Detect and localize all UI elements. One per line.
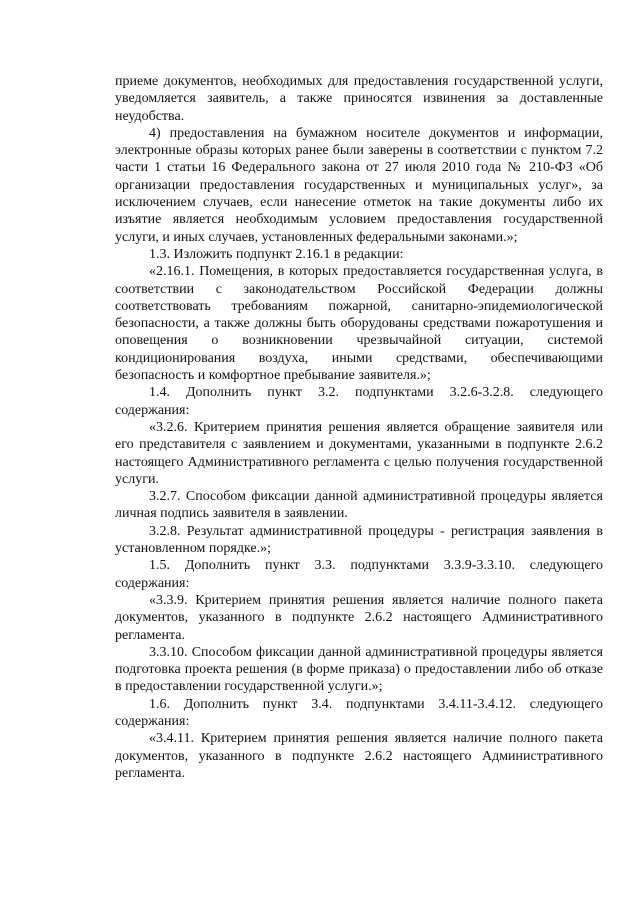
- paragraph-item-4: 4) предоставления на бумажном носителе документов и информации, электронные образы которых ранее были заверены в соответствии с пунктом 7.2 части 1 статьи 16 Федерального закона от 27 июля 2010 года № 210-ФЗ «Об организации предоставления государственных и муниципальных услуг», за исключением случаев, если нанесение отметок на такие документы либо их изъятие является необходимым условием предоставления государственной услуги, и иных случаев, установленных федеральными законами.»;: [115, 125, 603, 245]
- paragraph-3-4-11: «3.4.11. Критерием принятия решения является наличие полного пакета документов, указанного в подпункте 2.6.2 настоящего Административного регламента.: [115, 731, 603, 781]
- paragraph-3-2-7: 3.2.7. Способом фиксации данной административной процедуры является личная подпись заявителя в заявлении.: [115, 489, 603, 522]
- paragraph-1-6: 1.6. Дополнить пункт 3.4. подпунктами 3.4.11-3.4.12. следующего содержания:: [115, 696, 603, 729]
- paragraph-3-3-10: 3.3.10. Способом фиксации данной административной процедуры является подготовка проекта решения (в форме приказа) о предоставлении либо об отказе в предоставлении государственной услуги.»;: [115, 644, 603, 695]
- paragraph-1-4: 1.4. Дополнить пункт 3.2. подпунктами 3.2.6-3.2.8. следующего содержания:: [115, 385, 603, 418]
- paragraph-2-16-1: «2.16.1. Помещения, в которых предоставляется государственная услуга, в соответствии с законодательством Российской Федерации должны соответствовать требованиям пожарной, санитарно-эпидемиологической безопасности, а также должны быть оборудованы средствами пожаротушения и оповещения о возникновении чрезвычайной ситуации, системой кондиционирования воздуха, иными средствами, обеспечивающими безопасность и комфортное пребывание заявителя.»;: [115, 264, 603, 384]
- paragraph-3-3-9: «3.3.9. Критерием принятия решения является наличие полного пакета документов, указанного в подпункте 2.6.2 настоящего Административного регламента.: [115, 592, 603, 643]
- paragraph-continuation: приеме документов, необходимых для предоставления государственной услуги, уведомляется заявитель, а также приносятся извинения за доставленные неудобства.: [115, 74, 603, 124]
- paragraph-1-5: 1.5. Дополнить пункт 3.3. подпунктами 3.3.9-3.3.10. следующего содержания:: [115, 558, 603, 591]
- document-body: [115, 73, 603, 782]
- paragraph-3-2-6: «3.2.6. Критерием принятия решения является обращение заявителя или его представителя с заявлением и документами, указанными в подпункте 2.6.2 настоящего Административного регламента с целью получения государственной услуги.: [115, 419, 603, 487]
- paragraph-1-3: 1.3. Изложить подпункт 2.16.1 в редакции:: [149, 246, 404, 262]
- paragraph-3-2-8: 3.2.8. Результат административной процедуры - регистрация заявления в установленном порядке.»;: [115, 523, 603, 557]
